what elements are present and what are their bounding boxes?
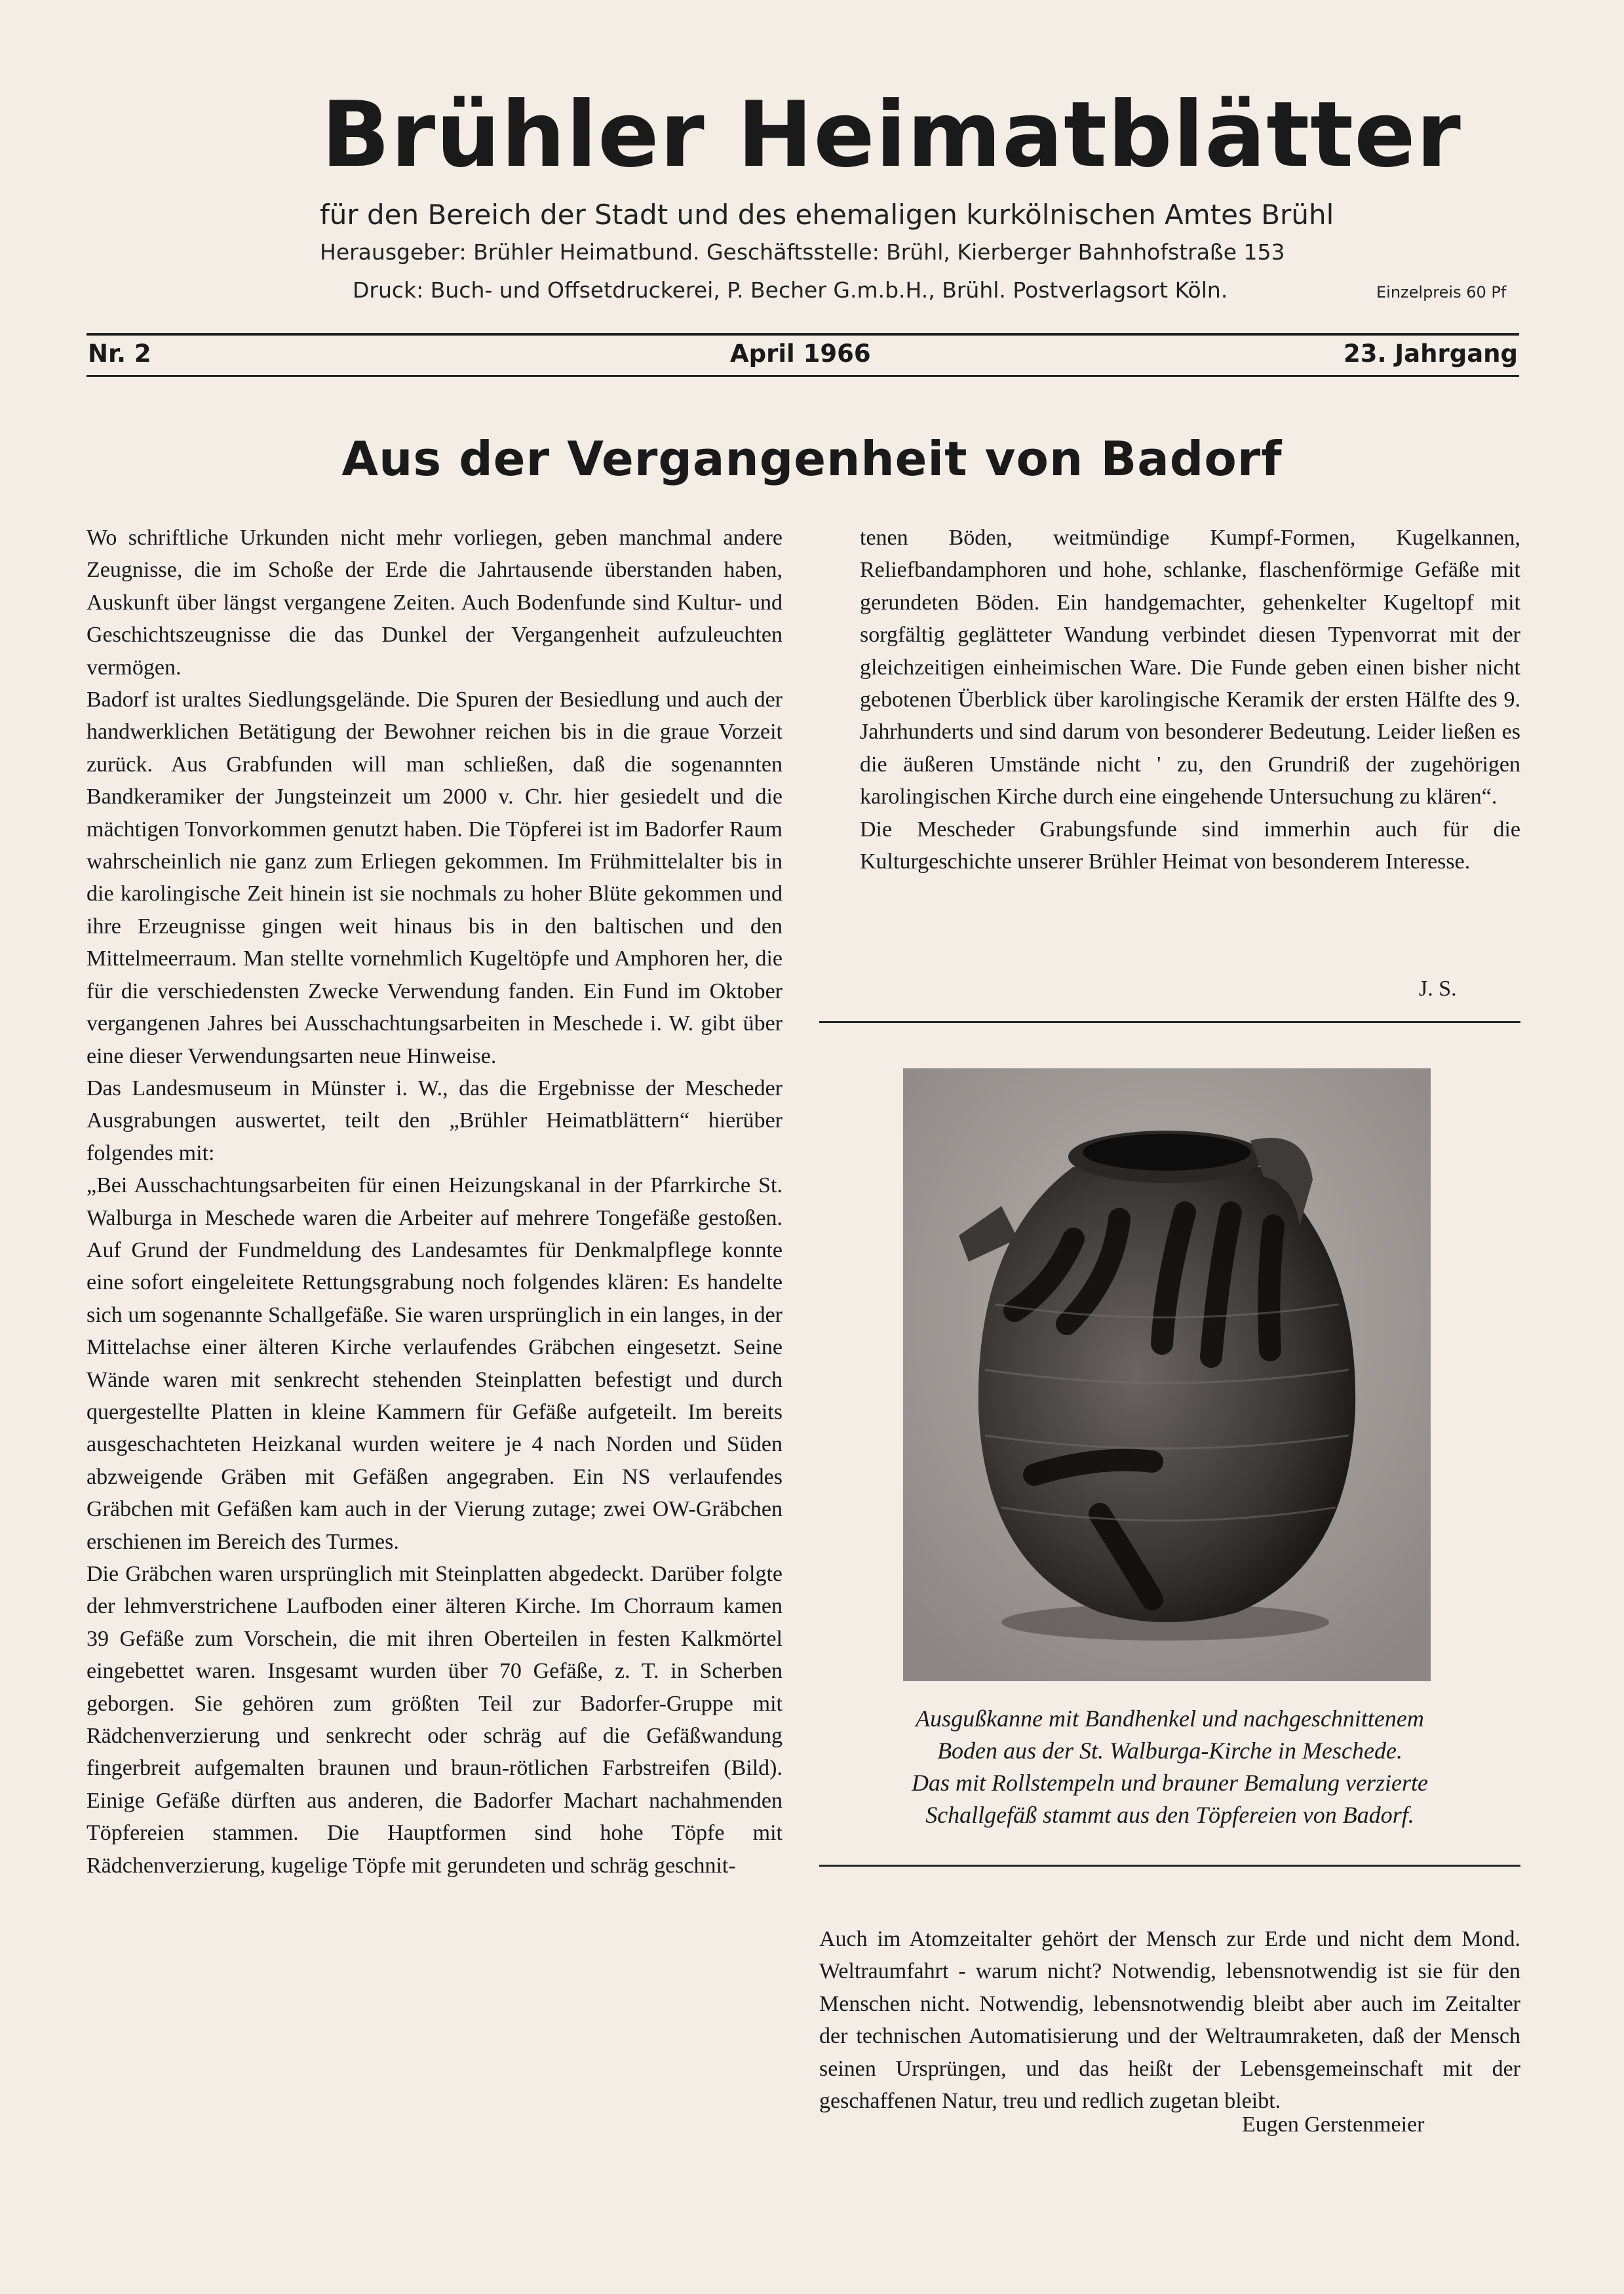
photo-caption <box>819 1703 1520 1831</box>
essay-author: Eugen Gerstenmeier <box>1242 2112 1425 2137</box>
issue-number: Nr. 2 <box>88 340 151 368</box>
article-signature: J. S. <box>1419 977 1457 1001</box>
essay-text <box>819 1923 1520 2117</box>
printer-line: Druck: Buch- und Offsetdruckerei, P. Becher G.m.b.H., Brühl. Postverlagsort Köln. <box>353 277 1228 303</box>
article-left-column <box>87 522 783 1882</box>
masthead-subtitle: für den Bereich der Stadt und des ehemaligen kurkölnischen Amtes Brühl <box>320 199 1334 231</box>
single-issue-price: Einzelpreis 60 Pf <box>1376 283 1507 301</box>
article-headline: Aus der Vergangenheit von Badorf <box>341 431 1283 486</box>
essay-paragraph: Auch im Atomzeitalter gehört der Mensch zur Erde und nicht dem Mond. Weltraumfahrt - warum nicht? Notwendig, lebensnotwendig ist sie für den Menschen nicht. Notwendig, lebensnotwendig bleibt aber auch im Zeitalter der technischen Automatisierung und der Weltraumraketen, daß der Mensch seinen Ursprüngen, und das heißt der Lebensgemeinschaft mit der geschaffenen Natur, treu und redlich zugetan bleibt. <box>819 1927 1520 2114</box>
caption-line: Schallgefäß stammt aus den Töpfereien von Badorf. <box>925 1802 1414 1828</box>
publisher-line: Herausgeber: Brühler Heimatbund. Geschäftsstelle: Brühl, Kierberger Bahnhofstraße 153 <box>320 239 1285 265</box>
essay-top-divider <box>819 1865 1520 1867</box>
jug-photo-icon <box>903 1068 1431 1681</box>
issue-bar-top-rule <box>87 333 1519 336</box>
article-paragraph: „Bei Ausschachtungsarbeiten für einen Heizungskanal in der Pfarrkirche St. Walburga in Meschede waren die Arbeiter auf mehrere Tongefäße gestoßen. Auf Grund der Fundmeldung des Landesamtes für Denkmalpflege konnte eine sofort eingeleitete Rettungsgrabung noch folgendes klären: Es handelte sich um sogenannte Schallgefäße. Sie waren ursprünglich in ein langes, in der Mittelachse einer älteren Kirche verlaufendes Gräbchen eingesetzt. Seine Wände waren mit senkrecht stehenden Steinplatten befestigt und durch quergestellte Platten in kleine Kammern für Gefäße aufgeteilt. Im bereits ausgeschachteten Heizkanal wurden weitere je 4 nach Norden und Süden abzweigende Gräben mit Gefäßen angegraben. Ein NS verlaufendes Gräbchen mit Gefäßen kam auch in der Vierung zutage; zwei OW-Gräbchen erschienen im Bereich des Turmes. <box>87 1173 783 1554</box>
caption-line: Ausgußkanne mit Bandhenkel und nachgeschnittenem <box>916 1705 1424 1732</box>
article-paragraph: Badorf ist uraltes Siedlungsgelände. Die Spuren der Besiedlung und auch der handwerklichen Betätigung der Bewohner reichen bis in die graue Vorzeit zurück. Aus Grabfunden will man schließen, daß die sogenannten Bandkeramiker der Jungsteinzeit um 2000 v. Chr. hier gesiedelt und die mächtigen Tonvorkommen genutzt haben. Die Töpferei ist im Badorfer Raum wahrscheinlich nie ganz zum Erliegen gekommen. Im Frühmittelalter bis in die karolingische Zeit hinein ist sie nochmals zu hoher Blüte gekommen und ihre Erzeugnisse gingen weit hinaus bis in den baltischen und den Mittelmeerraum. Man stellte vornehmlich Kugeltöpfe und Amphoren her, die für die verschiedensten Zwecke Verwendung fanden. Ein Fund im Oktober vergangenen Jahres bei Ausschachtungsarbeiten in Meschede i. W. gibt über eine dieser Verwendungsarten neue Hinweise. <box>87 688 783 1068</box>
caption-line: Das mit Rollstempeln und brauner Bemalung verzierte <box>912 1770 1428 1796</box>
issue-bar <box>87 337 1519 375</box>
article-paragraph: Die Mescheder Grabungsfunde sind immerhin auch für die Kulturgeschichte unserer Brühler Heimat von besonderem Interesse. <box>860 817 1520 874</box>
article-paragraph: tenen Böden, weitmündige Kumpf-Formen, Kugelkannen, Reliefbandamphoren und hohe, schlanke, flaschenförmige Gefäße mit gerundeten Böden. Ein handgemachter, gehenkelter Kugeltopf mit sorgfältig geglätteter Wandung verbindet diesen Typenvorrat mit der gleichzeitigen einheimischen Ware. Die Funde geben einen bisher nicht gebotenen Überblick über karolingische Keramik der ersten Hälfte des 9. Jahrhunderts und sind darum von besonderer Bedeutung. Leider ließen es die äußeren Umstände nicht ' zu, den Grundriß der zugehörigen karolingischen Kirche durch eine eingehende Untersuchung zu klären“. <box>860 526 1520 809</box>
masthead-title: Brühler Heimatblätter <box>321 82 1461 187</box>
issue-date: April 1966 <box>730 340 871 368</box>
photo-top-divider <box>819 1021 1520 1023</box>
article-right-column <box>860 522 1520 878</box>
article-paragraph: Die Gräbchen waren ursprünglich mit Steinplatten abgedeckt. Darüber folgte der lehmverstrichene Laufboden einer älteren Kirche. Im Chorraum kamen 39 Gefäße zum Vorschein, die mit ihren Oberteilen in festen Kalkmörtel eingebettet waren. Insgesamt wurden über 70 Gefäße, z. T. in Scherben geborgen. Sie gehören zum größten Teil zur Badorfer-Gruppe mit Rädchenverzierung und senkrecht oder schräg auf die Gefäßwandung fingerbreit aufgemalten braunen und braun-rötlichen Farbstreifen (Bild). Einige Gefäße dürften aus anderen, die Badorfer Machart nachahmenden Töpfereien stammen. Die Hauptformen sind hohe Töpfe mit Rädchenverzierung, kugelige Töpfe mit gerundeten und schräg geschnit- <box>87 1562 783 1878</box>
issue-bar-bottom-rule <box>87 375 1519 377</box>
article-paragraph: Wo schriftliche Urkunden nicht mehr vorliegen, geben manchmal andere Zeugnisse, die im Schoße der Erde die Jahrtausende überstanden haben, Auskunft über längst vergangene Zeiten. Auch Bodenfunde sind Kultur- und Geschichtszeugnisse die das Dunkel der Vergangenheit aufzuleuchten vermögen. <box>87 526 783 680</box>
article-paragraph: Das Landesmuseum in Münster i. W., das die Ergebnisse der Mescheder Ausgrabungen auswertet, teilt den „Brühler Heimatblättern“ hierüber folgendes mit: <box>87 1076 783 1165</box>
issue-volume: 23. Jahrgang <box>1343 340 1518 368</box>
jug-photo <box>903 1068 1431 1681</box>
caption-line: Boden aus der St. Walburga-Kirche in Meschede. <box>937 1738 1402 1764</box>
